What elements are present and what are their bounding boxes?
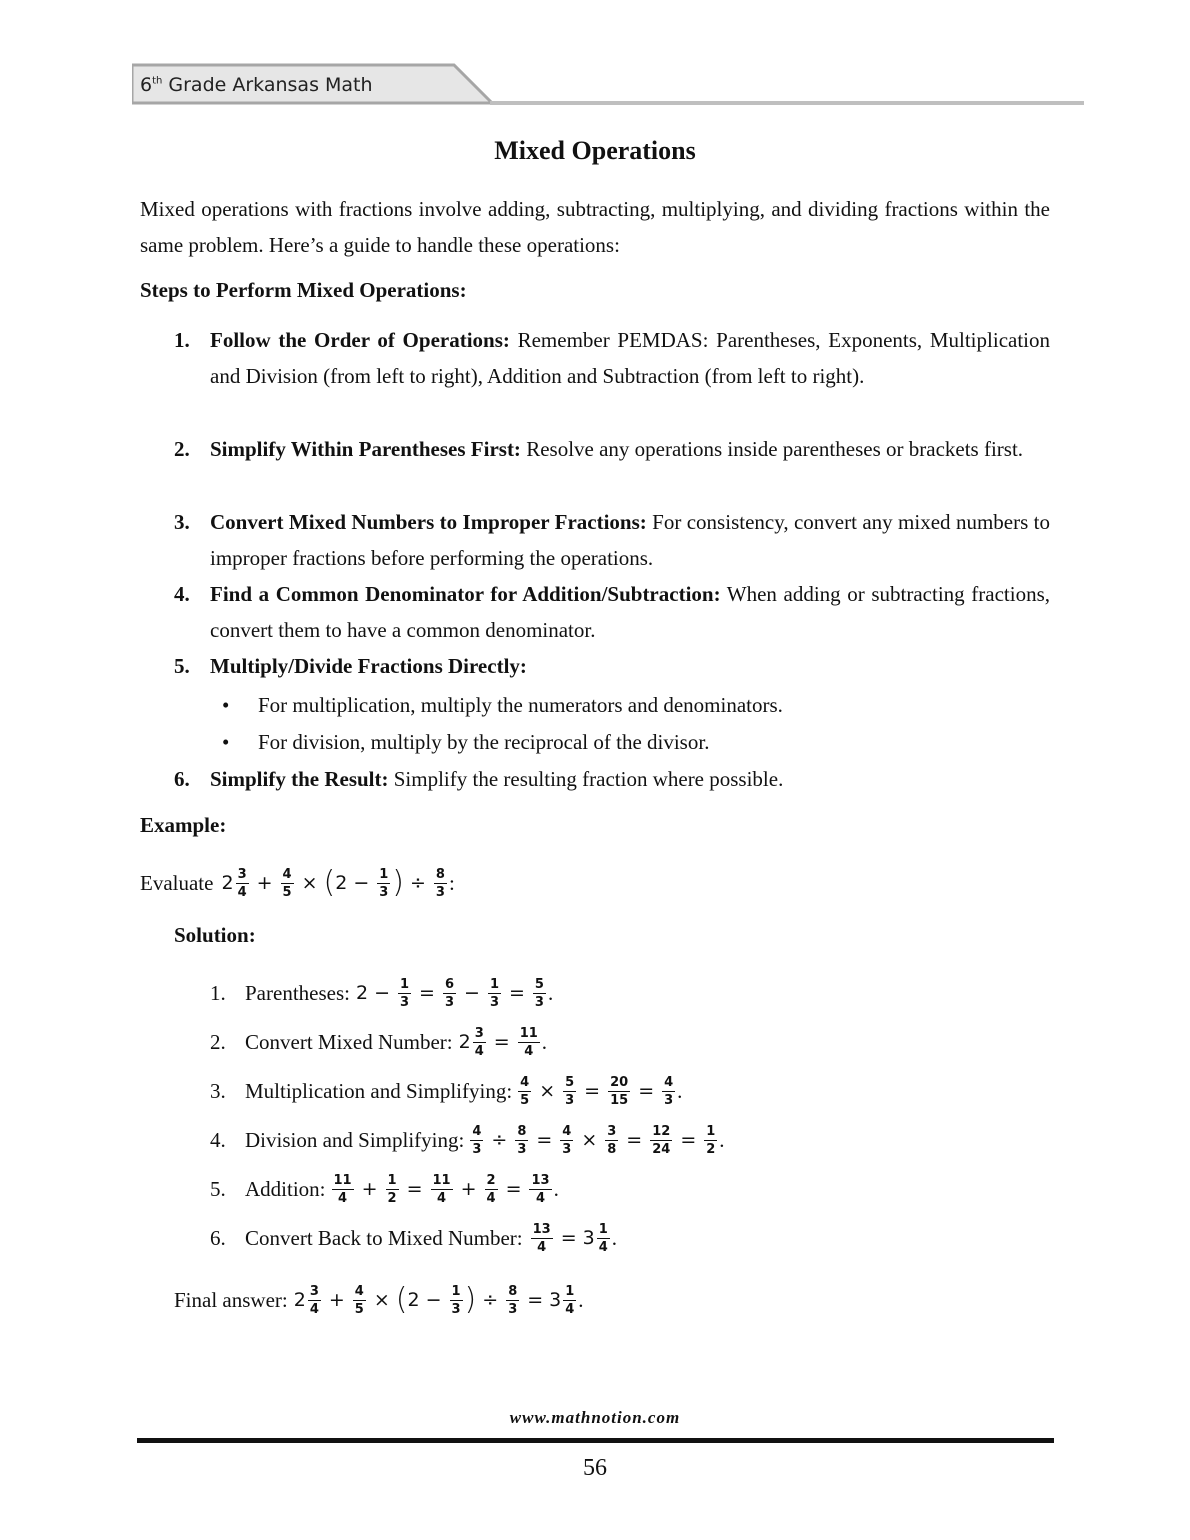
solution-step: 2. Convert Mixed Number: 2 $\frac{3}{4}$ = $\frac{11}{4}$ . xyxy=(210,1025,548,1059)
solution-step: 3. Multiplication and Simplifying: $\frac{4}{5}$ × $\frac{5}{3}$ = $\frac{20}{15}$ = $\frac{4}{3}$ . xyxy=(210,1074,683,1108)
footer-rule xyxy=(137,1438,1054,1443)
footer-url: www.mathnotion.com xyxy=(509,1408,681,1427)
header-rule xyxy=(490,101,1084,105)
step-item: 4. Find a Common Denominator for Addition/Subtraction: When adding or subtracting fractions, convert them to have a common denominator. xyxy=(174,582,1050,642)
step-item: 6. Simplify the Result: Simplify the resulting fraction where possible. xyxy=(174,767,784,791)
header-title: 6th Grade Arkansas Math xyxy=(140,74,373,96)
page-title: Mixed Operations xyxy=(494,136,696,165)
intro-paragraph: Mixed operations with fractions involve adding, subtracting, multiplying, and dividing fractions within the same problem. Here’s a guide to handle these operations: xyxy=(140,197,1050,257)
solution-heading: Solution: xyxy=(174,923,256,947)
step-item: 5. Multiply/Divide Fractions Directly: xyxy=(174,654,527,678)
evaluate-expression: Evaluate 2 $\frac{3}{4}$ + $\frac{4}{5}$ × ( 2 − $\frac{1}{3}$ ) ÷ $\frac{8}{3}$ : xyxy=(140,865,455,900)
solution-step: 1. Parentheses: 2 − $\frac{1}{3}$ = $\frac{6}{3}$ − $\frac{1}{3}$ = $\frac{5}{3}$ . xyxy=(210,976,554,1010)
solution-step: 4. Division and Simplifying: $\frac{4}{3}$ ÷ $\frac{8}{3}$ = $\frac{4}{3}$ × $\frac{3}{8}$ = $\frac{12}{24}$ = $\frac{1}{2}$ . xyxy=(210,1123,725,1157)
step-item: 3. Convert Mixed Numbers to Improper Fractions: For consistency, convert any mixed numbers to improper fractions before performing the operations. xyxy=(174,510,1050,570)
solution-step: 6. Convert Back to Mixed Number: $\frac{13}{4}$ = 3 $\frac{1}{4}$ . xyxy=(210,1221,618,1255)
solution-step: 5. Addition: $\frac{11}{4}$ + $\frac{1}{2}$ = $\frac{11}{4}$ + $\frac{2}{4}$ = $\frac{13}{4}$ . xyxy=(210,1172,559,1206)
example-heading: Example: xyxy=(140,813,227,837)
step-item: 2. Simplify Within Parentheses First: Resolve any operations inside parentheses or brackets first. xyxy=(174,437,1024,461)
page-number: 56 xyxy=(583,1455,607,1481)
steps-heading: Steps to Perform Mixed Operations: xyxy=(140,278,467,302)
final-answer: Final answer: 2 $\frac{3}{4}$ + $\frac{4}{5}$ × ( 2 − $\frac{1}{3}$ ) ÷ $\frac{8}{3}$ = 3 $\frac{1}{4}$ . xyxy=(174,1282,584,1317)
bullet-item: • For multiplication, multiply the numerators and denominators. xyxy=(222,693,783,717)
bullet-item: • For division, multiply by the reciprocal of the divisor. xyxy=(222,730,710,754)
step-item: 1. Follow the Order of Operations: Remember PEMDAS: Parentheses, Exponents, Multiplication and Division (from left to right), Addition and Subtraction (from left to right). xyxy=(174,328,1050,388)
